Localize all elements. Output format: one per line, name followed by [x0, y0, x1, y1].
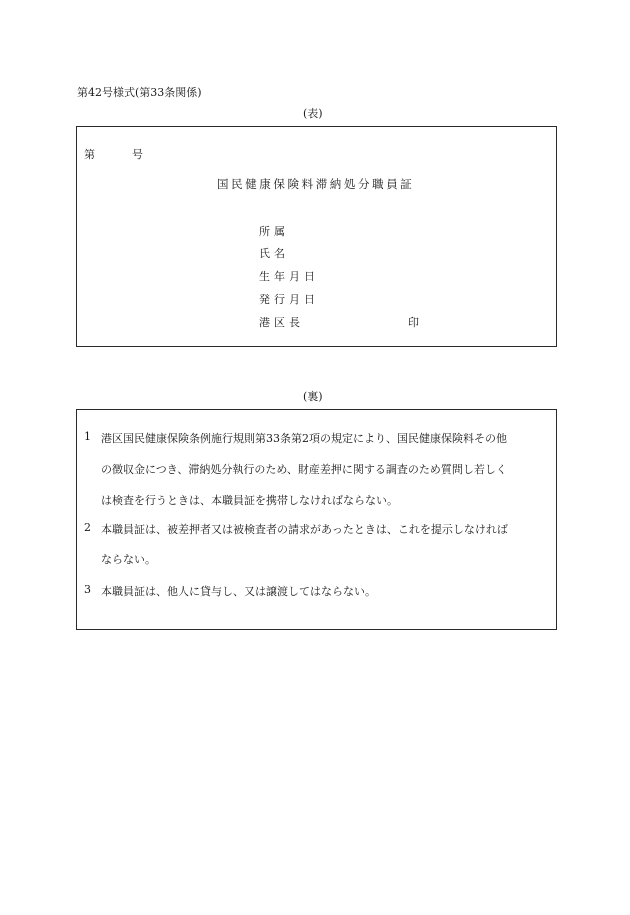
item-text-line: 港区国民健康保険条例施行規則第33条第2項の規定により、国民健康保険料その他: [101, 432, 507, 445]
field-affiliation: 所属: [259, 225, 289, 238]
item-text-line: の徴収金につき、滞納処分執行のため、財産差押に関する調査のため質問し若しく: [101, 463, 507, 476]
seal-mark: 印: [408, 316, 419, 329]
item-number: 1: [84, 430, 91, 443]
item-number: 2: [84, 521, 91, 534]
field-name: 氏名: [259, 247, 289, 260]
item-number: 3: [84, 583, 91, 596]
back-card: [76, 409, 557, 630]
field-issue-date: 発行月日: [259, 293, 319, 306]
item-text-line: 本職員証は、被差押者又は被検査者の請求があったときは、これを提示しなければ: [101, 523, 508, 536]
card-title: 国民健康保険料滞納処分職員証: [217, 177, 415, 191]
card-number-suffix: 号: [132, 148, 143, 161]
front-card: [76, 126, 557, 347]
form-number: 第42号様式(第33条関係): [77, 86, 202, 99]
item-text-line: 本職員証は、他人に貸与し、又は譲渡してはならない。: [101, 585, 376, 598]
card-number-prefix: 第: [84, 148, 95, 161]
item-text-line: は検査を行うときは、本職員証を携帯しなければならない。: [101, 494, 398, 507]
front-side-label: (表): [303, 107, 323, 120]
field-birth-date: 生年月日: [259, 270, 319, 283]
back-side-label: (裏): [303, 390, 323, 403]
field-issuer: 港区長: [259, 316, 304, 329]
item-text-line: ならない。: [101, 553, 156, 566]
